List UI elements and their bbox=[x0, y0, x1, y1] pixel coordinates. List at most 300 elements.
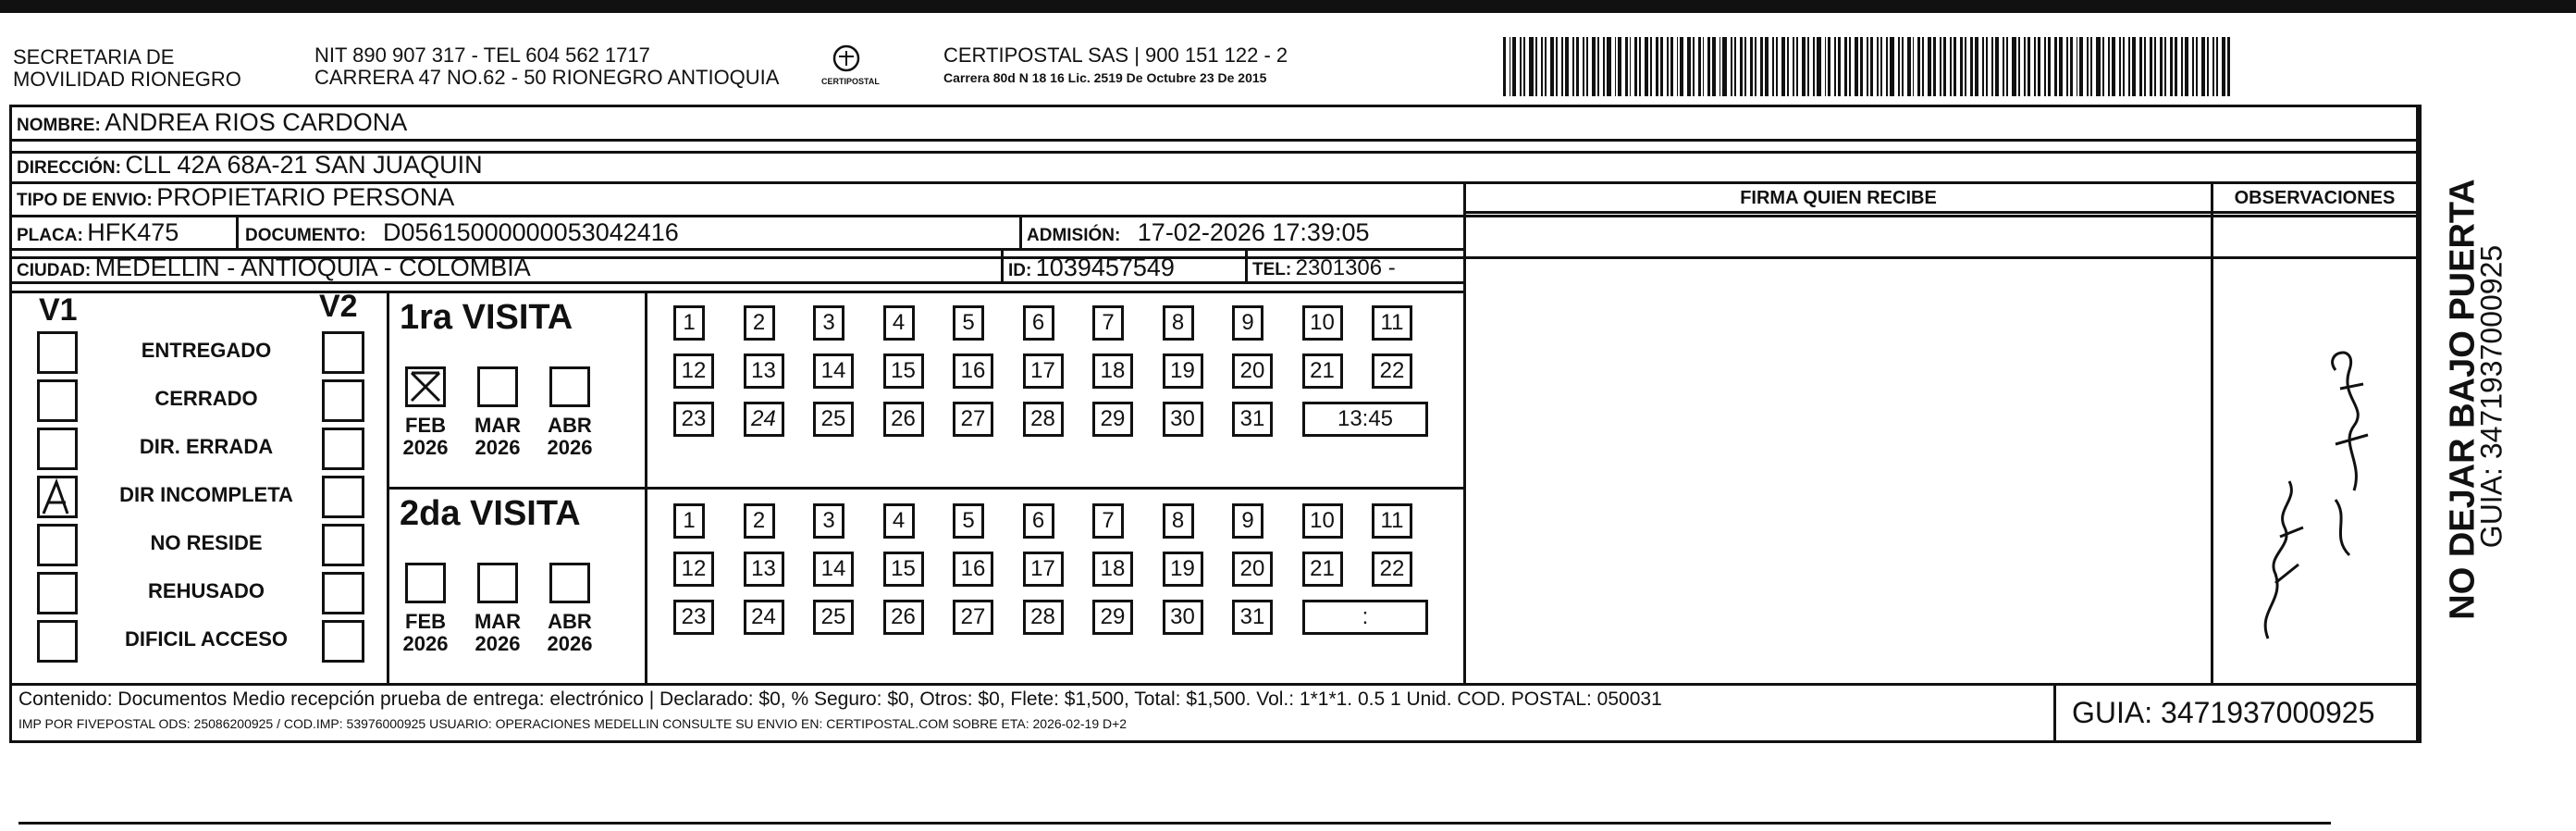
day-box[interactable]: 29 bbox=[1092, 600, 1133, 635]
barcode-bar bbox=[1954, 37, 1956, 96]
day-box[interactable]: 5 bbox=[953, 503, 984, 539]
barcode-bar bbox=[1765, 37, 1769, 96]
no-dejar-text: NO DEJAR BAJO PUERTA bbox=[2443, 179, 2483, 620]
month-name: FEB bbox=[405, 414, 446, 437]
day-box[interactable]: 15 bbox=[883, 353, 924, 389]
barcode-bar bbox=[1970, 37, 1973, 96]
barcode-bar bbox=[2048, 37, 2052, 96]
side-text bbox=[2422, 120, 2514, 676]
barcode-bar bbox=[2192, 37, 2194, 96]
barcode-bar bbox=[2132, 37, 2136, 96]
day-box[interactable]: 10 bbox=[1302, 305, 1343, 341]
barcode-bar bbox=[2034, 37, 2036, 96]
barcode-bar bbox=[2112, 37, 2115, 96]
barcode-bar bbox=[1776, 37, 1779, 96]
day-box[interactable]: 18 bbox=[1092, 353, 1133, 389]
barcode-bar bbox=[1645, 37, 1648, 96]
day-box[interactable]: 2 bbox=[744, 305, 775, 341]
barcode-bar bbox=[1950, 37, 1952, 96]
direccion-label: DIRECCIÓN: bbox=[17, 158, 121, 178]
barcode-bar bbox=[2216, 37, 2218, 96]
v2-checkbox[interactable] bbox=[322, 572, 364, 614]
barcode-bar bbox=[1886, 37, 1888, 96]
time-box[interactable]: : bbox=[1302, 600, 1428, 635]
day-box[interactable]: 20 bbox=[1232, 353, 1273, 389]
v1-checkbox[interactable] bbox=[37, 524, 78, 566]
barcode-bar bbox=[1975, 37, 1978, 96]
col-line bbox=[1245, 248, 1248, 281]
barcode-bar bbox=[2044, 37, 2046, 96]
barcode-bar bbox=[1634, 37, 1637, 96]
time-box[interactable]: 13:45 bbox=[1302, 402, 1428, 437]
v1-checkbox[interactable] bbox=[37, 572, 78, 614]
barcode-bar bbox=[2059, 37, 2063, 96]
barcode-bar bbox=[2185, 37, 2188, 96]
barcode-bar bbox=[2227, 37, 2230, 96]
barcode bbox=[1503, 37, 2234, 96]
barcode-bar bbox=[1922, 37, 1924, 96]
day-box[interactable]: 23 bbox=[673, 600, 714, 635]
barcode-bar bbox=[1940, 37, 1941, 96]
admision-value: 17-02-2026 17:39:05 bbox=[1137, 218, 1370, 246]
cut-line bbox=[18, 822, 2331, 825]
day-box[interactable]: 11 bbox=[1372, 503, 1412, 539]
day-box[interactable]: 27 bbox=[953, 600, 993, 635]
barcode-bar bbox=[2090, 37, 2093, 96]
documento-row bbox=[245, 218, 679, 247]
day-box[interactable]: 5 bbox=[953, 305, 984, 341]
v1-checkbox[interactable] bbox=[37, 331, 78, 374]
barcode-bar bbox=[2018, 37, 2021, 96]
company-name: CERTIPOSTAL SAS | 900 151 122 - 2 bbox=[943, 43, 1288, 67]
status-label: DIFICIL ACCESO bbox=[124, 627, 288, 651]
barcode-bar bbox=[2154, 37, 2156, 96]
documento-value: D05615000000053042416 bbox=[383, 218, 679, 246]
footer-guia: GUIA: 3471937000925 bbox=[2072, 696, 2375, 729]
month-name: MAR bbox=[474, 610, 522, 633]
day-box[interactable]: 6 bbox=[1023, 305, 1054, 341]
tel-label: TEL: bbox=[1252, 260, 1292, 279]
barcode-bar bbox=[1734, 37, 1736, 96]
month-label bbox=[470, 611, 525, 655]
v2-checkbox[interactable] bbox=[322, 620, 364, 663]
barcode-bar bbox=[1750, 37, 1754, 96]
month-name: MAR bbox=[474, 414, 522, 437]
day-box[interactable]: 2 bbox=[744, 503, 775, 539]
barcode-bar bbox=[1828, 37, 1830, 96]
barcode-bar bbox=[1991, 37, 1993, 96]
barcode-bar bbox=[1796, 37, 1798, 96]
day-box[interactable]: 25 bbox=[813, 402, 854, 437]
barcode-bar bbox=[1677, 37, 1679, 96]
tel-value: 2301306 - bbox=[1295, 255, 1396, 280]
barcode-bar bbox=[1867, 37, 1868, 96]
day-box[interactable]: 15 bbox=[883, 552, 924, 587]
day-box[interactable]: 1 bbox=[673, 305, 705, 341]
barcode-bar bbox=[1825, 37, 1827, 96]
day-box[interactable]: 21 bbox=[1302, 353, 1343, 389]
barcode-bar bbox=[2096, 37, 2100, 96]
barcode-bar bbox=[1707, 37, 1710, 96]
month-checkbox[interactable] bbox=[549, 366, 590, 407]
barcode-bar bbox=[1693, 37, 1695, 96]
barcode-bar bbox=[1597, 37, 1599, 96]
month-label bbox=[398, 415, 453, 459]
admision-row bbox=[1027, 218, 1370, 247]
month-name: FEB bbox=[405, 610, 446, 633]
footer-line2: IMP POR FIVEPOSTAL ODS: 25086200925 / COD.IMP: 53976000925 USUARIO: OPERACIONES MEDELLIN CONSULTE SU ENVIO EN: CERTIPOSTAL.COM SOBRE ETA: 2026-02-19 D+2 bbox=[18, 716, 1128, 731]
row-line bbox=[9, 683, 2422, 686]
barcode-bar bbox=[1576, 37, 1579, 96]
barcode-bar bbox=[2079, 37, 2083, 96]
barcode-bar bbox=[1870, 37, 1874, 96]
barcode-bar bbox=[2196, 37, 2199, 96]
day-box[interactable]: 17 bbox=[1023, 552, 1064, 587]
month-checkbox[interactable] bbox=[477, 366, 518, 407]
barcode-bar bbox=[2003, 37, 2005, 96]
day-box[interactable]: 14 bbox=[813, 353, 854, 389]
status-label: DIR INCOMPLETA bbox=[119, 483, 293, 506]
col-line bbox=[1463, 181, 1466, 683]
barcode-bar bbox=[1965, 37, 1966, 96]
company-address: Carrera 80d N 18 16 Lic. 2519 De Octubre 23 De 2015 bbox=[943, 70, 1267, 85]
documento-label: DOCUMENTO: bbox=[245, 226, 366, 245]
day-box[interactable]: 7 bbox=[1092, 305, 1124, 341]
status-label: REHUSADO bbox=[148, 579, 265, 602]
barcode-bar bbox=[1781, 37, 1785, 96]
barcode-bar bbox=[1982, 37, 1984, 96]
barcode-bar bbox=[1670, 37, 1673, 96]
barcode-bar bbox=[1703, 37, 1705, 96]
ciudad-label: CIUDAD: bbox=[17, 261, 92, 280]
month-checkbox[interactable] bbox=[405, 366, 446, 407]
tel-row bbox=[1252, 255, 1396, 281]
company-info bbox=[943, 44, 1288, 87]
barcode-bar bbox=[1772, 37, 1774, 96]
month-label bbox=[542, 611, 598, 655]
barcode-bar bbox=[1586, 37, 1588, 96]
day-box[interactable]: 12 bbox=[673, 552, 714, 587]
day-box[interactable]: 30 bbox=[1163, 402, 1203, 437]
barcode-bar bbox=[1787, 37, 1789, 96]
barcode-bar bbox=[1890, 37, 1893, 96]
month-label bbox=[398, 611, 453, 655]
ciudad-row bbox=[17, 254, 531, 282]
barcode-bar bbox=[1550, 37, 1554, 96]
barcode-bar bbox=[1680, 37, 1683, 96]
barcode-bar bbox=[1520, 37, 1522, 96]
barcode-bar bbox=[1615, 37, 1617, 96]
id-row bbox=[1008, 254, 1175, 282]
day-box[interactable]: 4 bbox=[883, 503, 915, 539]
day-box[interactable]: 13 bbox=[744, 552, 784, 587]
barcode-bar bbox=[1902, 37, 1904, 96]
barcode-bar bbox=[2164, 37, 2166, 96]
day-box[interactable]: 28 bbox=[1023, 600, 1064, 635]
barcode-bar bbox=[1755, 37, 1756, 96]
day-box[interactable]: 24 bbox=[744, 600, 784, 635]
barcode-bar bbox=[1817, 37, 1820, 96]
nit-text: NIT 890 907 317 - TEL 604 562 1717 bbox=[314, 43, 650, 67]
barcode-bar bbox=[1860, 37, 1863, 96]
barcode-bar bbox=[2119, 37, 2121, 96]
barcode-bar bbox=[2006, 37, 2008, 96]
day-box[interactable]: 8 bbox=[1163, 305, 1194, 341]
row-line bbox=[9, 291, 1466, 293]
barcode-bar bbox=[2144, 37, 2146, 96]
barcode-bar bbox=[1698, 37, 1701, 96]
day-box[interactable]: 12 bbox=[673, 353, 714, 389]
barcode-bar bbox=[1565, 37, 1569, 96]
side-guia-text: GUIA: 3471937000925 bbox=[2474, 244, 2508, 549]
day-box[interactable]: 9 bbox=[1232, 305, 1263, 341]
barcode-bar bbox=[2123, 37, 2126, 96]
v2-checkbox[interactable] bbox=[322, 379, 364, 422]
barcode-bar bbox=[2054, 37, 2057, 96]
day-box[interactable]: 28 bbox=[1023, 402, 1064, 437]
barcode-bar bbox=[1535, 37, 1537, 96]
month-checkbox[interactable] bbox=[405, 563, 446, 603]
barcode-bar bbox=[2038, 37, 2040, 96]
month-name: ABR bbox=[548, 610, 592, 633]
barcode-bar bbox=[1917, 37, 1920, 96]
status-label: DIR. ERRADA bbox=[139, 435, 274, 458]
month-year: 2026 bbox=[547, 632, 593, 655]
day-box[interactable]: 1 bbox=[673, 503, 705, 539]
barcode-bar bbox=[2087, 37, 2089, 96]
day-box[interactable]: 14 bbox=[813, 552, 854, 587]
month-checkbox[interactable] bbox=[477, 563, 518, 603]
v1-checkbox[interactable] bbox=[37, 620, 78, 663]
org-line1: SECRETARIA DE bbox=[13, 45, 175, 68]
barcode-bar bbox=[1603, 37, 1606, 96]
v1-checkbox[interactable] bbox=[37, 428, 78, 470]
barcode-bar bbox=[1618, 37, 1621, 96]
barcode-bar bbox=[2201, 37, 2205, 96]
barcode-bar bbox=[1687, 37, 1691, 96]
barcode-bar bbox=[1844, 37, 1847, 96]
day-box[interactable]: 31 bbox=[1232, 402, 1273, 437]
day-box[interactable]: 7 bbox=[1092, 503, 1124, 539]
day-box[interactable]: 10 bbox=[1302, 503, 1343, 539]
barcode-bar bbox=[1855, 37, 1858, 96]
v2-label: V2 bbox=[319, 289, 358, 324]
barcode-bar bbox=[1986, 37, 1989, 96]
col-line bbox=[1001, 248, 1004, 281]
barcode-bar bbox=[1740, 37, 1743, 96]
placa-label: PLACA: bbox=[17, 226, 83, 245]
barcode-bar bbox=[1898, 37, 1901, 96]
observaciones-header: OBSERVACIONES bbox=[2234, 188, 2396, 208]
col-line bbox=[2416, 105, 2419, 743]
day-box[interactable]: 6 bbox=[1023, 503, 1054, 539]
barcode-bar bbox=[1722, 37, 1726, 96]
barcode-bar bbox=[1556, 37, 1559, 96]
visit1-title: 1ra VISITA bbox=[400, 298, 573, 337]
barcode-bar bbox=[2222, 37, 2225, 96]
barcode-bar bbox=[1592, 37, 1596, 96]
barcode-bar bbox=[1960, 37, 1964, 96]
v2-checkbox[interactable] bbox=[322, 428, 364, 470]
status-label: CERRADO bbox=[154, 387, 258, 410]
row-line bbox=[9, 215, 2422, 217]
barcode-bar bbox=[1933, 37, 1936, 96]
day-box[interactable]: 23 bbox=[673, 402, 714, 437]
tipo-value: PROPIETARIO PERSONA bbox=[156, 183, 455, 211]
barcode-bar bbox=[1731, 37, 1733, 96]
day-box[interactable]: 16 bbox=[953, 353, 993, 389]
org-name bbox=[13, 46, 241, 91]
v1-checkbox[interactable] bbox=[37, 379, 78, 422]
barcode-bar bbox=[1660, 37, 1664, 96]
day-box[interactable]: 21 bbox=[1302, 552, 1343, 587]
month-label bbox=[470, 415, 525, 459]
id-value: 1039457549 bbox=[1035, 254, 1175, 281]
org-line2: MOVILIDAD RIONEGRO bbox=[13, 68, 241, 91]
barcode-bar bbox=[1813, 37, 1815, 96]
visit2-title: 2da VISITA bbox=[400, 494, 581, 533]
barcode-bar bbox=[1607, 37, 1610, 96]
col-line bbox=[2053, 683, 2056, 743]
barcode-bar bbox=[1838, 37, 1842, 96]
month-year: 2026 bbox=[475, 436, 521, 459]
barcode-bar bbox=[1656, 37, 1658, 96]
day-box[interactable]: 4 bbox=[883, 305, 915, 341]
barcode-bar bbox=[2150, 37, 2153, 96]
day-box[interactable]: 26 bbox=[883, 402, 924, 437]
barcode-bar bbox=[1712, 37, 1716, 96]
day-box[interactable]: 22 bbox=[1372, 552, 1412, 587]
barcode-bar bbox=[2028, 37, 2031, 96]
status-label: NO RESIDE bbox=[150, 531, 263, 554]
tipo-row bbox=[17, 183, 454, 212]
address-text: CARRERA 47 NO.62 - 50 RIONEGRO ANTIOQUIA bbox=[314, 66, 780, 89]
day-box[interactable]: 18 bbox=[1092, 552, 1133, 587]
v2-checkbox[interactable] bbox=[322, 524, 364, 566]
nombre-row bbox=[17, 108, 407, 137]
barcode-bar bbox=[2170, 37, 2174, 96]
day-box[interactable]: 17 bbox=[1023, 353, 1064, 389]
barcode-bar bbox=[2108, 37, 2111, 96]
barcode-bar bbox=[1545, 37, 1547, 96]
day-box[interactable]: 13 bbox=[744, 353, 784, 389]
barcode-bar bbox=[1744, 37, 1746, 96]
barcode-bar bbox=[1880, 37, 1883, 96]
barcode-bar bbox=[1907, 37, 1911, 96]
day-box[interactable]: 3 bbox=[813, 305, 844, 341]
barcode-bar bbox=[1928, 37, 1931, 96]
col-line bbox=[1019, 215, 1022, 248]
barcode-bar bbox=[1583, 37, 1585, 96]
barcode-bar bbox=[1793, 37, 1795, 96]
placa-row bbox=[17, 218, 179, 247]
barcode-bar bbox=[1639, 37, 1641, 96]
day-box[interactable]: 3 bbox=[813, 503, 844, 539]
barcode-bar bbox=[1625, 37, 1628, 96]
barcode-bar bbox=[2102, 37, 2104, 96]
day-box[interactable]: 16 bbox=[953, 552, 993, 587]
barcode-bar bbox=[1760, 37, 1763, 96]
day-box[interactable]: 25 bbox=[813, 600, 854, 635]
barcode-bar bbox=[1943, 37, 1947, 96]
nombre-value: ANDREA RIOS CARDONA bbox=[105, 108, 408, 136]
row-line bbox=[9, 139, 2422, 142]
barcode-bar bbox=[1913, 37, 1915, 96]
month-checkbox[interactable] bbox=[549, 563, 590, 603]
barcode-bar bbox=[1572, 37, 1574, 96]
day-box[interactable]: 11 bbox=[1372, 305, 1412, 341]
day-box[interactable]: 27 bbox=[953, 402, 993, 437]
certipostal-logo bbox=[821, 42, 905, 97]
barcode-bar bbox=[1802, 37, 1806, 96]
col-line bbox=[2211, 181, 2213, 683]
barcode-bar bbox=[2012, 37, 2015, 96]
day-box[interactable]: 19 bbox=[1163, 353, 1203, 389]
barcode-bar bbox=[2160, 37, 2163, 96]
barcode-bar bbox=[1541, 37, 1544, 96]
logo-text: CERTIPOSTAL bbox=[821, 77, 880, 86]
barcode-bar bbox=[1807, 37, 1810, 96]
month-name: ABR bbox=[548, 414, 592, 437]
barcode-bar bbox=[1834, 37, 1836, 96]
barcode-bar bbox=[2175, 37, 2177, 96]
v1-checkbox[interactable] bbox=[37, 476, 78, 518]
signature bbox=[2248, 333, 2386, 648]
col-line bbox=[236, 215, 239, 248]
month-label bbox=[542, 415, 598, 459]
day-box[interactable]: 30 bbox=[1163, 600, 1203, 635]
top-border bbox=[0, 0, 2576, 13]
v2-checkbox[interactable] bbox=[322, 331, 364, 374]
day-box[interactable]: 29 bbox=[1092, 402, 1133, 437]
barcode-bar bbox=[2070, 37, 2073, 96]
barcode-bar bbox=[1630, 37, 1632, 96]
day-box[interactable]: 19 bbox=[1163, 552, 1203, 587]
month-year: 2026 bbox=[475, 632, 521, 655]
v2-checkbox[interactable] bbox=[322, 476, 364, 518]
barcode-bar bbox=[1995, 37, 1999, 96]
org-contact bbox=[314, 44, 779, 89]
ciudad-value: MEDELLIN - ANTIOQUIA - COLOMBIA bbox=[94, 254, 531, 281]
day-box[interactable]: 26 bbox=[883, 600, 924, 635]
day-box[interactable]: 22 bbox=[1372, 353, 1412, 389]
barcode-bar bbox=[1719, 37, 1721, 96]
id-label: ID: bbox=[1008, 261, 1032, 280]
row-line bbox=[387, 487, 1466, 490]
barcode-bar bbox=[1523, 37, 1526, 96]
tipo-label: TIPO DE ENVIO: bbox=[17, 191, 153, 210]
day-box[interactable]: 8 bbox=[1163, 503, 1194, 539]
row-line bbox=[1463, 211, 2422, 214]
barcode-bar bbox=[2077, 37, 2078, 96]
barcode-bar bbox=[1849, 37, 1851, 96]
direccion-value: CLL 42A 68A-21 SAN JUAQUIN bbox=[125, 151, 483, 179]
day-box[interactable]: 20 bbox=[1232, 552, 1273, 587]
day-box[interactable]: 31 bbox=[1232, 600, 1273, 635]
month-year: 2026 bbox=[402, 436, 449, 459]
day-box[interactable]: 24 bbox=[744, 402, 784, 437]
month-year: 2026 bbox=[547, 436, 593, 459]
admision-label: ADMISIÓN: bbox=[1027, 226, 1121, 245]
nombre-label: NOMBRE: bbox=[17, 116, 101, 135]
v1-label: V1 bbox=[39, 292, 78, 328]
day-box[interactable]: 9 bbox=[1232, 503, 1263, 539]
firma-header: FIRMA QUIEN RECIBE bbox=[1740, 188, 1937, 208]
month-year: 2026 bbox=[402, 632, 449, 655]
barcode-bar bbox=[1650, 37, 1652, 96]
barcode-bar bbox=[1512, 37, 1516, 96]
barcode-bar bbox=[1510, 37, 1511, 96]
